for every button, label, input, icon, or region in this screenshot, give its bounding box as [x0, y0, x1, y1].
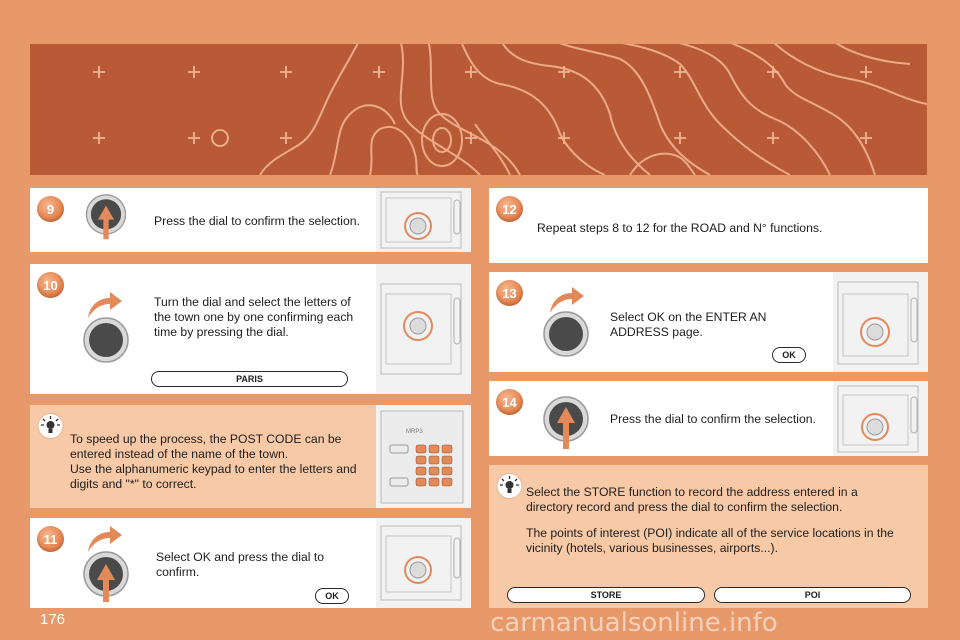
dial-press-icon [82, 550, 130, 604]
step-number-badge: 14 [496, 389, 523, 415]
poi-button[interactable]: POI [714, 587, 911, 603]
tip-lightbulb-icon [496, 473, 523, 499]
step-text [156, 550, 324, 580]
text-line: directory record and press the dial to confirm the selection. [526, 500, 843, 514]
step-text [610, 310, 766, 340]
step-12-panel [489, 188, 928, 263]
text-line: Select OK and press the dial to [156, 550, 325, 564]
step-13-panel [489, 272, 928, 372]
watermark-text: carmanualsonline.info [490, 608, 778, 638]
text-line: To speed up the process, the POST CODE can be [70, 432, 342, 446]
text-line: the town one by one confirming each [154, 310, 354, 324]
page-number: 176 [40, 611, 66, 628]
step-11-panel [30, 518, 471, 608]
text-line: digits and "*" to correct. [70, 477, 197, 491]
tip-panel-store [489, 465, 928, 608]
text-line: time by pressing the dial. [154, 325, 289, 339]
control-panel-illustration [376, 188, 471, 252]
tip-text [70, 432, 357, 492]
dial-press-icon [542, 395, 590, 451]
control-panel-illustration [376, 518, 471, 608]
topographic-banner [30, 44, 927, 175]
tip-text [526, 485, 894, 556]
text-line: Turn the dial and select the letters of [154, 295, 351, 309]
text-line: Select the STORE function to record the address entered in a [526, 485, 858, 499]
control-panel-illustration [833, 381, 928, 456]
store-button[interactable]: STORE [507, 587, 705, 603]
text-line: Use the alphanumeric keypad to enter the letters and [70, 462, 357, 476]
tip-panel-post-code [30, 405, 471, 508]
keypad-label: MRP3 [406, 429, 423, 435]
control-panel-illustration [376, 264, 471, 394]
text-line: Select OK on the ENTER AN [610, 310, 767, 324]
ok-button[interactable]: OK [772, 347, 806, 363]
paragraph-spacer [526, 515, 894, 526]
step-text: Repeat steps 8 to 12 for the ROAD and N° functions. [537, 221, 823, 235]
text-line: ADDRESS page. [610, 325, 703, 339]
ok-button[interactable]: OK [315, 588, 349, 604]
text-line: The points of interest (POI) indicate all of the service locations in the [526, 526, 894, 540]
step-text: Press the dial to confirm the selection. [610, 412, 816, 426]
keypad-illustration [376, 405, 471, 508]
step-number-badge: 10 [37, 272, 64, 298]
step-number-badge: 12 [496, 196, 523, 222]
step-text [154, 295, 353, 340]
step-number-badge: 9 [37, 196, 64, 222]
control-panel-illustration [833, 272, 928, 372]
step-text: Press the dial to confirm the selection. [154, 214, 360, 228]
dial-icon [82, 316, 130, 364]
dial-icon [542, 310, 590, 358]
dial-press-icon [82, 193, 130, 241]
text-line: entered instead of the name of the town. [70, 447, 289, 461]
step-9-panel [30, 188, 471, 252]
text-line: vicinity (hotels, various businesses, airports...). [526, 541, 778, 555]
step-number-badge: 13 [496, 280, 523, 306]
paris-button[interactable]: PARIS [151, 371, 348, 387]
text-line: confirm. [156, 565, 200, 579]
contour-map-graphic [30, 44, 927, 175]
tip-lightbulb-icon [37, 413, 64, 439]
step-14-panel [489, 381, 928, 456]
step-number-badge: 11 [37, 526, 64, 552]
step-10-panel [30, 264, 471, 394]
